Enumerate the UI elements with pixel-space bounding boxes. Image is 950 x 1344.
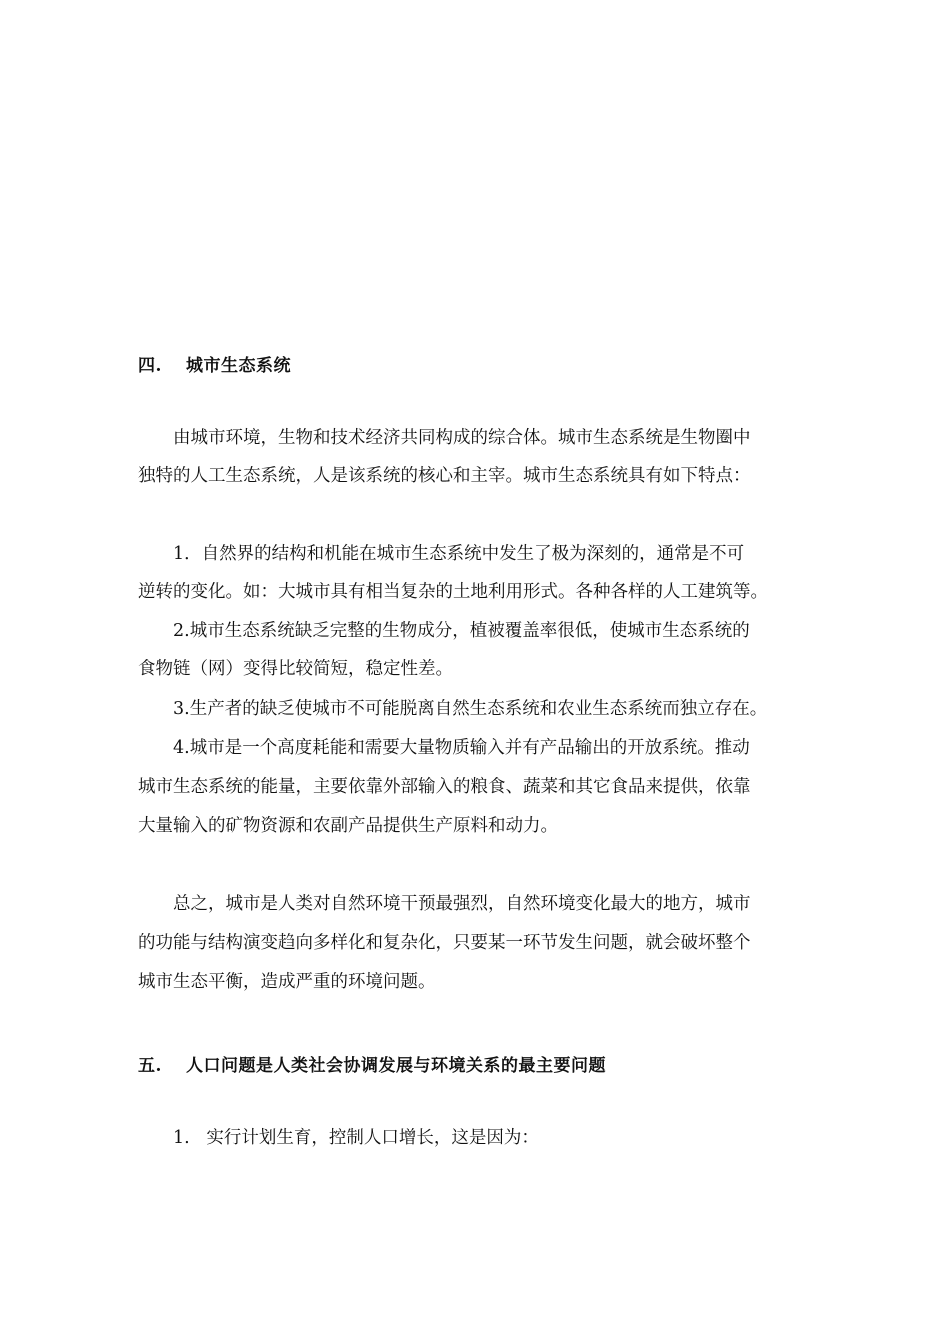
section-5-title: 人口问题是人类社会协调发展与环境关系的最主要问题	[186, 1056, 606, 1076]
feature-line-1: 1．自然界的结构和机能在城市生态系统中发生了极为深刻的，通常是不可	[173, 544, 745, 564]
section-5-heading	[138, 1051, 606, 1076]
section-4-number: 四.	[138, 356, 162, 376]
section-4-title: 城市生态系统	[186, 356, 291, 376]
feature-line-7: 城市生态系统的能量，主要依靠外部输入的粮食、蔬菜和其它食品来提供，依靠	[138, 777, 751, 797]
intro-line-1: 由城市环境，生物和技术经济共同构成的综合体。城市生态系统是生物圈中	[173, 428, 751, 448]
feature-line-6: 4.城市是一个高度耗能和需要大量物质输入并有产品输出的开放系统。推动	[173, 738, 750, 758]
intro-line-2: 独特的人工生态系统，人是该系统的核心和主宰。城市生态系统具有如下特点：	[138, 466, 751, 486]
feature-line-5: 3.生产者的缺乏使城市不可能脱离自然生态系统和农业生态系统而独立存在。	[173, 699, 768, 719]
feature-line-3: 2.城市生态系统缺乏完整的生物成分，植被覆盖率很低，使城市生态系统的	[173, 621, 750, 641]
feature-line-2: 逆转的变化。如：大城市具有相当复杂的土地利用形式。各种各样的人工建筑等。	[138, 582, 768, 602]
section-5-number: 五.	[138, 1056, 162, 1076]
feature-line-4: 食物链（网）变得比较简短，稳定性差。	[138, 659, 453, 679]
summary-line-3: 城市生态平衡，造成严重的环境问题。	[138, 972, 436, 992]
feature-line-8: 大量输入的矿物资源和农副产品提供生产原料和动力。	[138, 816, 558, 836]
section-4-heading	[138, 351, 291, 376]
summary-line-2: 的功能与结构演变趋向多样化和复杂化，只要某一环节发生问题，就会破坏整个	[138, 933, 751, 953]
summary-line-1: 总之，城市是人类对自然环境干预最强烈，自然环境变化最大的地方，城市	[173, 894, 751, 914]
section-5-item-1: 1. 实行计划生育，控制人口增长，这是因为：	[173, 1128, 539, 1148]
